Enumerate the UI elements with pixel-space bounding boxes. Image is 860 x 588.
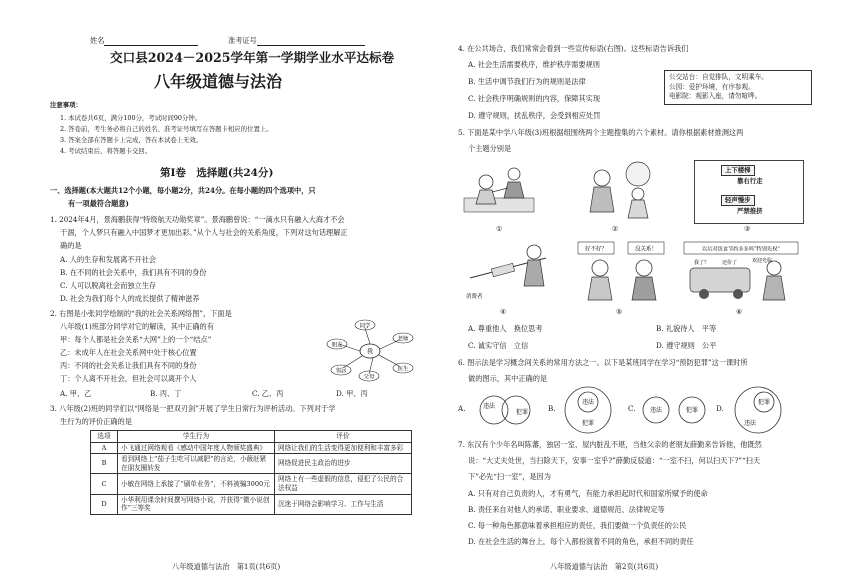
evaluation-cell: 网络促进民主政治的进步: [275, 454, 412, 474]
q5-stem: 5. 下面是某中学八年级(3)班根据组围绕两个主题搜集的六个素材。请你根据素材推测这两: [458, 128, 744, 137]
cartoon-caption: 还价了: [722, 260, 738, 266]
link-line: [343, 356, 362, 368]
social-network-diagram: [325, 318, 417, 382]
cartoon-6-image: [680, 238, 802, 304]
q6-option-a-label[interactable]: A.: [458, 404, 466, 413]
q6-option-b-label[interactable]: B.: [548, 404, 556, 413]
node-label: 朋友: [331, 342, 343, 349]
image-number: ③: [744, 224, 751, 233]
q2-statement: 甲：每个人都是社会关系“大网”上的一个“结点”: [60, 335, 212, 344]
term-label: 犯罪: [581, 420, 595, 427]
node-label: 医生: [397, 366, 409, 373]
header-cell: 选项: [91, 431, 118, 443]
q3-table: [90, 430, 412, 515]
q7-option-d[interactable]: D. 在社会生活的舞台上，每个人都扮演着不同的角色，承担不同的责任: [468, 537, 694, 546]
q1-option-c[interactable]: C. 人可以脱离社会而独立生存: [60, 281, 157, 290]
page-footer-right: 八年级道德与法治 第2页(共6页): [550, 562, 659, 571]
node-label: 邻居: [335, 368, 347, 375]
behavior-cell: 小敏在网络上承接了“刷单业务”，不料被骗3000元: [118, 474, 275, 494]
subject-title: 八年级道德与法治: [154, 72, 283, 91]
term-label: 犯罪: [685, 407, 699, 414]
speech-text: 没关系！: [634, 246, 658, 253]
slogan-box: [664, 70, 812, 105]
slogan-line: 公园：爱护环境，有序参观。: [669, 82, 755, 91]
image-number: ④: [500, 307, 507, 316]
note-item: 2. 答卷前，考生务必将自己的姓名、准考证号填写在答题卡相应的位置上。: [60, 125, 273, 133]
link-line: [369, 358, 373, 374]
cartoon-caption: 欢迎光临: [752, 258, 773, 264]
behavior-cell: 看到网络上“茄子生吃可以减肥”的言论，小薇赶紧在朋友圈转发: [118, 454, 275, 474]
term-label: 违法: [743, 420, 757, 427]
cartoon-caption: 消费者: [466, 294, 483, 300]
q1-option-b[interactable]: B. 在不同的社会关系中，我们具有不同的身份: [60, 268, 207, 277]
option-cell[interactable]: D: [91, 494, 118, 514]
cartoon-2-image: [574, 160, 664, 222]
notes-title: 注意事项：: [50, 101, 82, 109]
evaluation-cell: 网络让我们的生活变得更加便利和丰富多彩: [275, 442, 412, 454]
option-cell[interactable]: A: [91, 442, 118, 454]
left-page: [0, 0, 428, 588]
q2-stem: 八年级(1)班部分同学对它的解读，其中正确的有: [60, 322, 214, 331]
q1-option-a[interactable]: A. 人的生存和发展离不开社会: [60, 255, 157, 264]
node-label: 同学: [359, 323, 371, 330]
cartoon-3-image: [694, 160, 804, 224]
q7-stem: 7. 东汉有个少年名叫陈蕃，独居一室，屋内脏乱不堪，当他父亲的老朋友薛勤来告诉他，他既然: [458, 440, 762, 449]
behavior-cell: 小飞通过网络观看《感动中国年度人物颁奖盛典》: [118, 442, 275, 454]
term-label: 犯罪: [757, 399, 771, 406]
cartoon-1-image: [462, 160, 542, 222]
q2-statement: 丙：不同的社会关系让我们具有不同的身份: [60, 361, 197, 370]
q5-option-a[interactable]: A. 尊重他人 换位思考: [468, 324, 543, 333]
cartoon-caption: 我了？: [694, 260, 710, 266]
note-item: 3. 答案全部在答题卡上完成，答在本试卷上无效。: [60, 136, 203, 144]
q4-option-d[interactable]: D. 遵守规则，扰乱秩序，会受到相应处罚: [468, 111, 601, 120]
q4-option-a[interactable]: A. 社会生活需要秩序，维护秩序需要规则: [468, 60, 600, 69]
table-row: [91, 442, 412, 454]
sign-text: 严禁推挤: [737, 207, 763, 215]
q4-option-b[interactable]: B. 生活中调节我们行为的规则是法律: [468, 77, 586, 86]
header-cell: 评价: [275, 431, 412, 443]
q6-option-d-label[interactable]: D.: [716, 404, 724, 413]
node-label: 老师: [397, 336, 409, 343]
q1-stem: 确的是: [60, 241, 82, 250]
cartoon-5-image: [574, 238, 670, 304]
q6-diagram-a[interactable]: [472, 386, 540, 434]
section-instructions: 一、选择题(本大题共12个小题，每小题2分，共24分。在每小题的四个选项中，只: [50, 186, 316, 195]
slogan-line: 电影院：观影入座，请勿喧哗。: [669, 92, 762, 100]
speech-text: 以后对饭食节约多多吗“特别先权”: [702, 246, 780, 253]
image-number: ⑥: [736, 307, 743, 316]
q7-stem: 说：“大丈夫处世，当扫除天下，安事一室乎?”薛勤反驳道：“一室不扫，何以扫天下?”“扫天: [468, 456, 761, 465]
q7-option-b[interactable]: B. 责任来自对他人的承诺、职业要求、道德规范、法律规定等: [468, 505, 665, 514]
speech-text: 好不好？: [584, 246, 608, 253]
q2-option-a[interactable]: A. 甲、乙: [60, 389, 92, 398]
q2-stem: 2. 右图是小张同学绘制的“我的社会关系网络图”，下面是: [50, 309, 232, 318]
q6-diagram-c[interactable]: [640, 386, 710, 434]
evaluation-cell: 沉迷于网络会影响学习、工作与生活: [275, 494, 412, 514]
cartoon-4-image: [462, 238, 554, 304]
image-number: ②: [612, 224, 619, 233]
table-row: [91, 454, 412, 474]
term-label: 违法: [649, 407, 663, 414]
q2-statement: 丁：个人离不开社会，但社会可以离开个人: [60, 374, 197, 383]
term-label: 违法: [581, 399, 595, 406]
q1-stem: 1. 2024年4月，景海鹏获得“特级航天功勋奖章”。景海鹏曾说：“一滴水只有融入大海才不会: [50, 215, 345, 224]
q6-diagram-d[interactable]: [728, 384, 788, 436]
q2-option-b[interactable]: B. 丙、丁: [150, 389, 182, 398]
right-page: [432, 0, 860, 588]
part1-heading: 第Ⅰ卷 选择题(共24分): [160, 167, 274, 179]
node-label: 父母: [363, 374, 375, 381]
exam-no-label: 准考证号: [228, 36, 257, 45]
exam-no-blank: [257, 45, 365, 46]
slogan-line: 公交站台：自觉排队，文明乘车。: [669, 73, 768, 81]
q6-diagram-b[interactable]: [560, 384, 616, 436]
q4-option-c[interactable]: C. 社会秩序明确规则的内容，保障其实现: [468, 94, 601, 103]
table-header-row: [91, 431, 412, 443]
q2-option-c[interactable]: C. 乙、丙: [252, 389, 284, 398]
q5-option-c[interactable]: C. 诚实守信 立信: [468, 341, 529, 350]
name-field: [90, 36, 198, 46]
q1-option-d[interactable]: D. 社会为我们每个人的成长提供了精神滋养: [60, 294, 200, 303]
q7-option-a[interactable]: A. 只有对自己负责的人，才有勇气，有能力承担起时代和国家所赋予的使命: [468, 489, 708, 498]
table-row: [91, 494, 412, 514]
note-item: 4. 考试结束后，将答题卡交回。: [60, 147, 152, 155]
link-line: [365, 328, 370, 344]
center-label: 我: [366, 348, 374, 356]
table-row: [91, 474, 412, 494]
q6-option-c-label[interactable]: C.: [628, 404, 636, 413]
q3-stem: 生行为的评价正确的是: [60, 417, 132, 426]
q3-stem: 3. 八年级(2)班的同学们以“网络是一把双刃剑”开展了学生日常行为评析活动。下列对于学: [50, 404, 336, 413]
exam-no-field: [228, 36, 365, 46]
q4-stem: 4. 在公共场合，我们常常会看到一些宣传标语(右图)。这些标语告诉我们: [458, 44, 689, 53]
sign-text: 上下楼梯: [721, 165, 755, 176]
q7-option-c[interactable]: C. 每一种角色都意味着承担相应的责任，我们要做一个负责任的公民: [468, 521, 687, 530]
section-instructions-cont: 有一项最符合题意): [68, 199, 129, 208]
image-number: ⑤: [616, 307, 623, 316]
q2-statement: 乙：未成年人在社会关系网中处于核心位置: [60, 348, 197, 357]
name-blank: [104, 45, 198, 46]
option-cell[interactable]: B: [91, 454, 118, 474]
q5-option-b[interactable]: B. 礼貌待人 平等: [656, 324, 717, 333]
note-item: 1. 本试卷共6页，满分100分，考试时间90分钟。: [60, 114, 202, 122]
term-label: 违法: [482, 403, 496, 410]
evaluation-cell: 网络上有一些虚假的信息，侵犯了公民的合法权益: [275, 474, 412, 494]
q1-stem: 干涸，个人梦只有融入中国梦才更加出彩。”从个人与社会的关系角度，下列对这句话理解正: [60, 228, 348, 237]
q6-stem: 做的图示，其中正确的是: [468, 374, 548, 383]
q7-stem: 下”必先“扫一室”，是因为: [468, 472, 551, 481]
term-label: 犯罪: [515, 409, 529, 416]
image-number: ①: [496, 224, 503, 233]
page-footer-left: 八年级道德与法治 第1页(共6页): [172, 562, 281, 571]
header-cell: 学生行为: [118, 431, 275, 443]
exam-title: 交口县2024－2025学年第一学期学业水平达标卷: [110, 50, 395, 65]
name-label: 姓名: [90, 36, 105, 45]
q5-option-d[interactable]: D. 遵守规则 公平: [656, 341, 717, 350]
option-cell[interactable]: C: [91, 474, 118, 494]
sign-text: 轻声慢步: [721, 195, 755, 206]
q5-stem: 个主题分别是: [468, 144, 512, 153]
sign-text: 靠右行走: [737, 177, 763, 185]
behavior-cell: 小华利用课余时间撰写网络小说，并获得“微小说创作”三等奖: [118, 494, 275, 514]
q2-option-d[interactable]: D. 甲、丙: [336, 389, 368, 398]
q6-stem: 6. 图示法是学习概念间关系的常用方法之一。以下是某班同学在学习“预防犯罪”这一课时所: [458, 358, 748, 367]
